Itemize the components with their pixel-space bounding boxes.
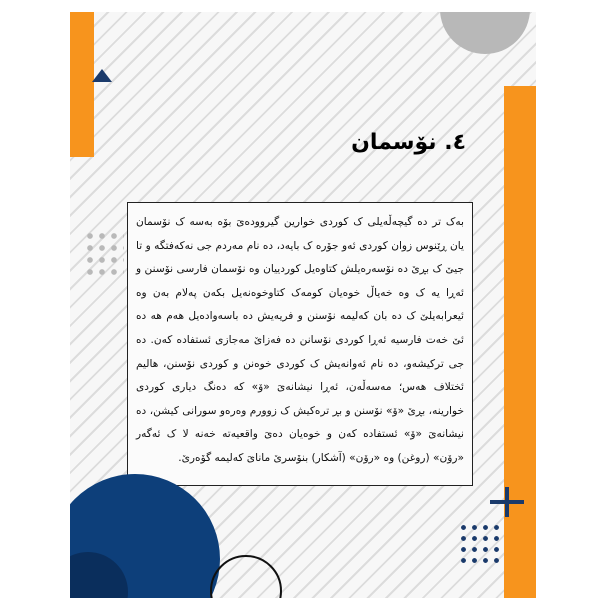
plus-icon: [490, 487, 524, 517]
triangle-icon: [92, 69, 112, 82]
text-box: [127, 202, 473, 486]
orange-bar-right: [504, 86, 536, 598]
orange-bar-left: [70, 12, 94, 157]
body-paragraph: بەک تر دە گیچەڵەیلی ک کوردی خوارین گیروودەیَ بۆە بەسە ک نۆسمان یان ڕێنوس زوان کوردی ئەو جۆرە ک بایەد، دە نام مەردم جی نەکەفتگە و تا جیێ ک بڕێ دە نۆسەرەیلش کتاوەیل کوردییان وە نۆسمان فارسی نۆسنن و ئەڕا یە ک وە خەیاڵ خوەیان کومەک کتاوخوەنەیل بکەن پەلام بەن وە ئیعرابەیلێ ک دە بان کەلیمە نۆسنن و فریەیش دە باسەوادەیل هەم هە دە ئێ خەت فارسیە ئەڕا کوردی نۆسانن دە فەزاێ مەجازی ئستفادە کەن. دە جی ترکیشەو، دە نام ئەوانەیش ک کوردی خوەنن و کوردی نۆسنن، هالیم ئختلاف هەس؛ مەسەڵەن، ئەڕا نیشانەیَ «ۆ» کە دەنگ دیاری کوردی خوارینە، بڕێ «ۆ» نۆسنن و بڕ ترەکیش ک زوورم وەرەو سورانی کیشن، دە نیشانەیَ «ۆ» ئستفادە کەن و خوەیان دەیَ واقعیەتە خەنە لا ک ئەگەر «رۆن» (روغن) وە «رۆن» (آشکار) بنۆسرێ مانایَ کەلیمە گۆەرێ.: [136, 216, 464, 464]
section-title: ٤. نۆسمان: [351, 130, 466, 155]
grey-circle-decoration: [440, 12, 530, 54]
outline-circle-decoration: [210, 555, 282, 598]
page: [70, 12, 536, 598]
grey-dot-grid: [84, 230, 124, 278]
blue-dot-grid: [458, 522, 502, 568]
